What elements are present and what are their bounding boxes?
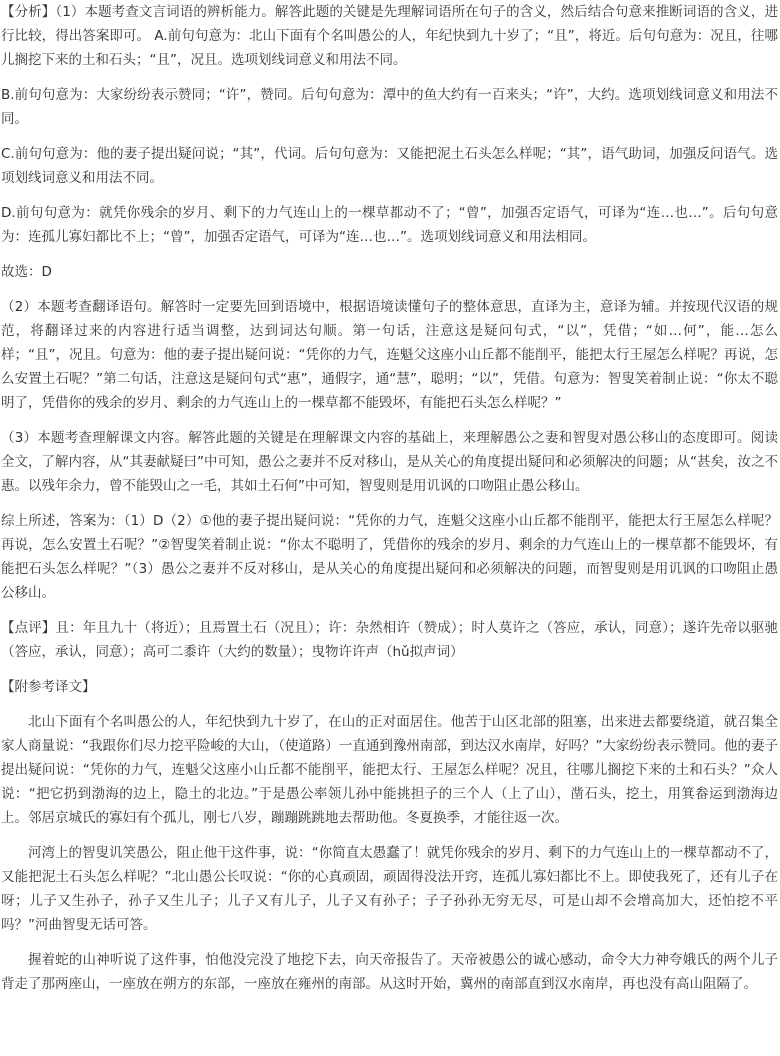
translation-paragraph-1: 北山下面有个名叫愚公的人，年纪快到九十岁了，在山的正对面居住。他苦于山区北部的阻塞，出来进去都要绕道，就召集全家人商量说：“我跟你们尽力挖平险峻的大山，（使道路）一直通到豫州南部，到达汉水南岸，好吗？”大家纷纷表示赞同。他的妻子提出疑问说：“凭你的力气，连魁父这座小山丘都不能削平，能把太行、王屋怎么样呢？况且，往哪儿搁挖下来的土和石头？”众人说：“把它扔到渤海的边上，隐土的北边。”于是愚公率领儿孙中能挑担子的三个人（上了山），凿石头，挖土，用箕畚运到渤海边上。邻居京城氏的寡妇有个孤儿，刚七八岁，蹦蹦跳跳地去帮助他。冬夏换季，才能往返一次。 [1,714,778,826]
translation-paragraph-2: 河湾上的智叟讥笑愚公，阻止他干这件事，说：“你简直太愚蠢了！就凭你残余的岁月、剩下的力气连山上的一棵草都动不了，又能把泥土石头怎么样呢？”北山愚公长叹说：“你的心真顽固，顽固得没法开窍，连孤儿寡妇都比不上。即使我死了，还有儿子在呀；儿子又生孙子，孙子又生儿子；儿子又有儿子，儿子又有孙子；子子孙孙无穷无尽，可是山却不会增高加大，还怕挖不平吗？”河曲智叟无话可答。 [1,845,778,933]
translation-paragraph-3: 握着蛇的山神听说了这件事，怕他没完没了地挖下去，向天帝报告了。天帝被愚公的诚心感动，命令大力神夸娥氏的两个儿子背走了那两座山，一座放在朔方的东部，一座放在雍州的南部。从这时开始，冀州的南部直到汉水南岸，再也没有高山阻隔了。 [1,952,778,992]
analysis-paragraph-option-d: D.前句句意为：就凭你残余的岁月、剩下的力气连山上的一棵草都动不了；“曾”，加强否定语气，可译为“连…也…”。后句句意为：连孤儿寡妇都比不上；“曾”，加强否定语气，可译为“连…也…”。选项划线词意义和用法相同。 [1,205,778,245]
review-comment: 【点评】且：年且九十（将近）；且焉置土石（况且）；许：杂然相许（赞成）；时人莫许之（答应，承认，同意）；遂许先帝以驱驰（答应，承认，同意）；高可二黍许（大约的数量）；曳物许许声（hǔ拟声词） [1,620,778,660]
analysis-paragraph-option-c: C.前句句意为：他的妻子提出疑问说；“其”，代词。后句句意为：又能把泥土石头怎么样呢；“其”，语气助词，加强反问语气。选项划线词意义和用法不同。 [1,146,778,186]
analysis-paragraph-translation-question: （2）本题考查翻译语句。解答时一定要先回到语境中，根据语境读懂句子的整体意思，直译为主，意译为辅。并按现代汉语的规范，将翻译过来的内容进行适当调整，达到词达句顺。第一句话，注意这是疑问句式，“以”，凭借；“如…何”，能…怎么样；“且”，况且。句意为：他的妻子提出疑问说：“凭你的力气，连魁父这座小山丘都不能削平，能把太行王屋怎么样呢？再说，怎么安置土石呢？”第二句话，注意这是疑问句式“惠”，通假字，通“慧”，聪明；“以”，凭借。句意为：智叟笑着制止说：“你太不聪明了，凭借你的残余的岁月、剩余的力气连山上的一棵草都不能毁坏，有能把石头怎么样呢？” [1,299,778,411]
analysis-paragraph-comprehension-question: （3）本题考查理解课文内容。解答此题的关键是在理解课文内容的基础上，来理解愚公之妻和智叟对愚公移山的态度即可。阅读全文，了解内容，从“其妻献疑曰”中可知，愚公之妻并不反对移山，是从关心的角度提出疑问和必须解决的问题；从“甚矣，汝之不惠。以残年余力，曾不能毁山之一毛，其如土石何”中可知，智叟则是用讥讽的口吻阻止愚公移山。 [1,430,778,494]
analysis-paragraph-option-b: B.前句句意为：大家纷纷表示赞同；“许”，赞同。后句句意为：潭中的鱼大约有一百来头；“许”，大约。选项划线词意义和用法不同。 [1,87,778,127]
translation-heading: 【附参考译文】 [1,679,96,695]
analysis-paragraph-1: 【分析】（1）本题考查文言词语的辨析能力。解答此题的关键是先理解词语所在句子的含义，然后结合句意来推断词语的含义，进行比较，得出答案即可。 A.前句句意为：北山下面有个名叫愚公的人，年纪快到九十岁了；“且”，将近。后句句意为：况且，往哪儿搁挖下来的土和石头；“且”，况且。选项划线词意义和用法不同。 [1,4,778,68]
analysis-answer-choice: 故选：D [1,264,52,280]
analysis-summary-answer: 综上所述，答案为：（1）D（2）①他的妻子提出疑问说：“凭你的力气，连魁父这座小山丘都不能削平，能把太行王屋怎么样呢？再说，怎么安置土石呢？”②智叟笑着制止说：“你太不聪明了，凭借你的残余的岁月、剩余的力气连山上的一棵草都不能毁坏，有能把石头怎么样呢？”（3）愚公之妻并不反对移山，是从关心的角度提出疑问和必须解决的问题，而智叟则是用讥讽的口吻阻止愚公移山。 [1,513,778,601]
